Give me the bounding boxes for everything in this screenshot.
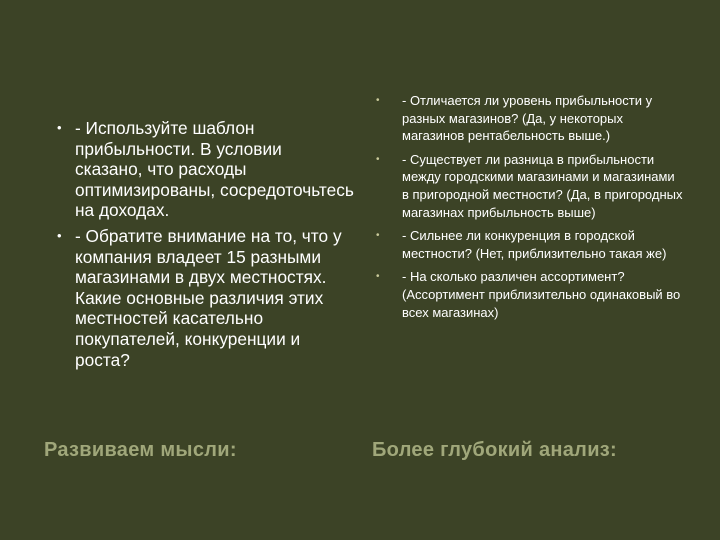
left-heading: Развиваем мысли: — [44, 439, 237, 461]
right-column — [370, 92, 685, 327]
list-item-text: - Существует ли разница в прибыльности между городскими магазинами и магазинами в пригородной местности? (Да, в пригородных магазинах прибыльность выше) — [402, 151, 683, 220]
list-item — [370, 92, 685, 145]
bullet-marker: • — [376, 271, 380, 283]
bullet-marker: • — [57, 227, 62, 243]
right-heading: Более глубокий анализ: — [372, 439, 617, 461]
left-bullet-list — [44, 118, 354, 370]
bullet-marker: • — [376, 153, 380, 165]
bullet-marker: • — [376, 95, 380, 106]
list-item — [370, 151, 685, 221]
list-item-text: - Сильнее ли конкуренция в городской местности? (Нет, приблизительно такая же) — [402, 228, 667, 261]
left-column — [44, 118, 354, 375]
list-item-text: - Обратите внимание на то, что у компания владеет 15 разными магазинами в двух местностях. Какие основные различия этих местностей касательно покупателей, конкуренции и роста? — [75, 225, 342, 370]
list-item-text: - Используйте шаблон прибыльности. В условии сказано, что расходы оптимизированы, сосредоточьтесь на доходах. — [75, 118, 354, 221]
right-bullet-list — [370, 92, 685, 321]
list-item — [44, 226, 354, 370]
bullet-marker: • — [57, 120, 62, 135]
list-item — [370, 268, 685, 321]
list-item-text: - Отличается ли уровень прибыльности у разных магазинов? (Да, у некоторых магазинов рентабельность выше.) — [402, 93, 653, 144]
list-item — [370, 227, 685, 262]
list-item-text: - На сколько различен ассортимент? (Ассортимент приблизительно одинаковый во всех магазинах) — [402, 269, 681, 320]
list-item — [44, 118, 354, 221]
bullet-marker: • — [376, 230, 380, 242]
